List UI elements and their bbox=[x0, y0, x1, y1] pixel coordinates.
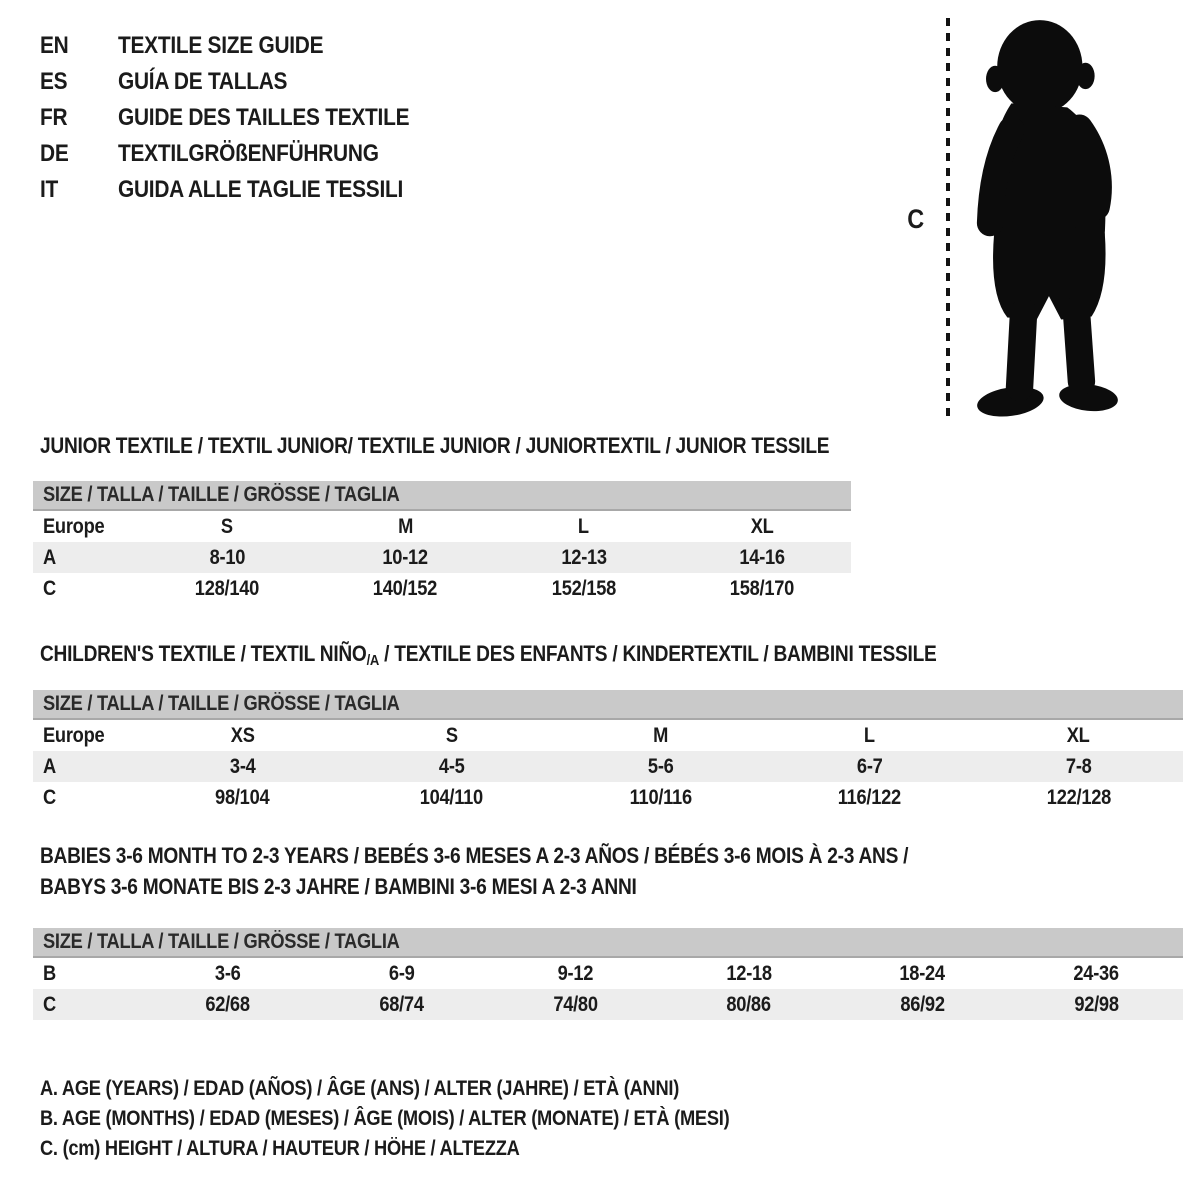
size-header-bar bbox=[33, 690, 1183, 720]
cell-text: 80/86 bbox=[726, 992, 772, 1016]
children-section-title bbox=[40, 641, 1070, 669]
babies-size-table bbox=[33, 928, 1183, 1020]
row-label-text: B bbox=[43, 961, 56, 985]
table-cell bbox=[1009, 993, 1183, 1017]
row-label bbox=[33, 577, 138, 601]
cell-text: 116/122 bbox=[837, 785, 902, 809]
table-cell bbox=[316, 546, 494, 570]
legend-text: A. AGE (YEARS) / EDAD (AÑOS) / ÂGE (ANS) / ALTER (JAHRE) / ETÀ (ANNI) bbox=[40, 1077, 680, 1100]
size-header-text: SIZE / TALLA / TAILLE / GRÖSSE / TAGLIA bbox=[43, 692, 400, 715]
junior-section-title-text: JUNIOR TEXTILE / TEXTIL JUNIOR/ TEXTILE JUNIOR / JUNIORTEXTIL / JUNIOR TESSILE bbox=[40, 433, 830, 458]
junior-size-table bbox=[33, 481, 851, 604]
language-label: GUÍA DE TALLAS bbox=[118, 68, 288, 95]
cell-text: 4-5 bbox=[438, 754, 465, 778]
table-cell bbox=[974, 755, 1183, 779]
language-code-text: EN bbox=[40, 32, 69, 59]
cell-text: 3-6 bbox=[215, 961, 241, 985]
table-cell bbox=[836, 962, 1010, 986]
language-row-it bbox=[40, 172, 453, 208]
language-code-text: ES bbox=[40, 68, 68, 95]
cell-text: 68/74 bbox=[379, 992, 424, 1016]
row-label bbox=[33, 786, 138, 810]
cell-text: XS bbox=[230, 723, 255, 747]
language-code bbox=[40, 32, 118, 60]
table-cell bbox=[662, 962, 836, 986]
row-label bbox=[33, 724, 138, 748]
language-label: GUIDA ALLE TAGLIE TESSILI bbox=[118, 176, 404, 203]
cell-text: 10-12 bbox=[382, 545, 429, 569]
cell-text: 24-36 bbox=[1073, 961, 1119, 985]
cell-text: S bbox=[445, 723, 458, 747]
legend-line-c bbox=[40, 1134, 832, 1164]
table-cell bbox=[673, 515, 851, 539]
cell-text: 6-7 bbox=[856, 754, 883, 778]
cell-text: 92/98 bbox=[1073, 992, 1119, 1016]
height-dashed-line bbox=[946, 18, 950, 416]
cell-text: M bbox=[653, 723, 668, 747]
language-code bbox=[40, 68, 118, 96]
size-header-bar bbox=[33, 928, 1183, 958]
children-section-title-text: CHILDREN'S TEXTILE / TEXTIL $NIÑO_{/A}$ / TEXTILE DES ENFANTS / KINDERTEXTIL / BAMBINI TESSILE bbox=[40, 641, 937, 669]
language-row-en bbox=[40, 28, 453, 64]
legend-line-b bbox=[40, 1104, 832, 1134]
children-size-table bbox=[33, 690, 1183, 813]
title-subscript: /A bbox=[366, 652, 380, 669]
row-label-text: C bbox=[43, 576, 56, 600]
table-cell bbox=[673, 546, 851, 570]
cell-text: 86/92 bbox=[900, 992, 945, 1016]
cell-text: 12-18 bbox=[726, 961, 772, 985]
height-marker-label bbox=[906, 204, 925, 235]
table-row-age-months bbox=[33, 958, 1183, 989]
babies-section-title-line1 bbox=[40, 843, 1038, 869]
cell-text: 152/158 bbox=[551, 576, 616, 600]
table-cell bbox=[556, 786, 765, 810]
table-row-europe bbox=[33, 720, 1183, 751]
language-row-es bbox=[40, 64, 453, 100]
babies-section-title-line2 bbox=[40, 874, 726, 900]
row-label bbox=[33, 515, 138, 539]
cell-text: 104/110 bbox=[419, 785, 484, 809]
cell-text: 14-16 bbox=[739, 545, 785, 569]
row-label bbox=[33, 993, 141, 1017]
size-header-text: SIZE / TALLA / TAILLE / GRÖSSE / TAGLIA bbox=[43, 930, 400, 953]
cell-text: 110/116 bbox=[629, 785, 692, 809]
babies-title-text-line1: BABIES 3-6 MONTH TO 2-3 YEARS / BEBÉS 3-6 MESES A 2-3 AÑOS / BÉBÉS 3-6 MOIS À 2-3 ANS / bbox=[40, 843, 909, 868]
row-label-text: A bbox=[43, 754, 56, 778]
language-label: TEXTILE SIZE GUIDE bbox=[118, 32, 324, 59]
language-code-text: FR bbox=[40, 104, 68, 131]
table-cell bbox=[141, 993, 315, 1017]
table-cell bbox=[138, 786, 347, 810]
cell-text: XL bbox=[750, 514, 774, 538]
measurement-legend bbox=[40, 1074, 832, 1164]
cell-text: 12-13 bbox=[560, 545, 607, 569]
table-cell bbox=[347, 724, 556, 748]
row-label bbox=[33, 755, 138, 779]
table-cell bbox=[138, 724, 347, 748]
cell-text: 9-12 bbox=[557, 961, 593, 985]
table-cell bbox=[488, 962, 662, 986]
legend-line-a bbox=[40, 1074, 832, 1104]
table-cell bbox=[138, 577, 316, 601]
cell-text: 7-8 bbox=[1065, 754, 1092, 778]
language-row-fr bbox=[40, 100, 453, 136]
babies-title-text-line2: BABYS 3-6 MONATE BIS 2-3 JAHRE / BAMBINI 3-6 MESI A 2-3 ANNI bbox=[40, 874, 637, 899]
language-label: TEXTILGRÖßENFÜHRUNG bbox=[118, 140, 379, 167]
cell-text: 98/104 bbox=[215, 785, 270, 809]
table-cell bbox=[765, 755, 974, 779]
cell-text: 3-4 bbox=[229, 754, 256, 778]
table-cell bbox=[495, 515, 673, 539]
row-label-text: C bbox=[43, 785, 56, 809]
height-marker-text: C bbox=[907, 204, 924, 234]
language-code-text: DE bbox=[40, 140, 69, 167]
language-row-de bbox=[40, 136, 453, 172]
table-cell bbox=[347, 755, 556, 779]
table-cell bbox=[488, 993, 662, 1017]
table-cell bbox=[138, 755, 347, 779]
language-code bbox=[40, 140, 118, 168]
table-row-height-cm bbox=[33, 782, 1183, 813]
legend-text: C. (cm) HEIGHT / ALTURA / HAUTEUR / HÖHE / ALTEZZA bbox=[40, 1137, 520, 1160]
size-header-bar bbox=[33, 481, 851, 511]
table-cell bbox=[836, 993, 1010, 1017]
table-cell bbox=[974, 786, 1183, 810]
cell-text: 128/140 bbox=[195, 576, 260, 600]
cell-text: 8-10 bbox=[209, 545, 245, 569]
row-label bbox=[33, 962, 141, 986]
cell-text: 6-9 bbox=[388, 961, 415, 985]
table-row-age-years bbox=[33, 751, 1183, 782]
table-cell bbox=[315, 962, 489, 986]
row-label-text: Europe bbox=[43, 723, 105, 747]
cell-text: 122/128 bbox=[1046, 785, 1111, 809]
junior-section-title bbox=[40, 433, 947, 459]
table-cell bbox=[138, 515, 316, 539]
table-cell bbox=[556, 755, 765, 779]
table-row-age-years bbox=[33, 542, 851, 573]
cell-text: L bbox=[864, 723, 875, 747]
cell-text: 140/152 bbox=[373, 576, 438, 600]
cell-text: 158/170 bbox=[729, 576, 794, 600]
cell-text: 18-24 bbox=[899, 961, 946, 985]
cell-text: M bbox=[397, 514, 413, 538]
table-cell bbox=[315, 993, 489, 1017]
language-code bbox=[40, 104, 118, 132]
cell-text: 62/68 bbox=[205, 992, 251, 1016]
table-cell bbox=[974, 724, 1183, 748]
language-list bbox=[40, 28, 453, 208]
table-cell bbox=[347, 786, 556, 810]
toddler-silhouette-icon bbox=[963, 14, 1141, 420]
table-cell bbox=[316, 577, 494, 601]
cell-text: 74/80 bbox=[552, 992, 598, 1016]
row-label-text: C bbox=[43, 992, 56, 1016]
table-cell bbox=[765, 724, 974, 748]
cell-text: XL bbox=[1067, 723, 1090, 747]
legend-text: B. AGE (MONTHS) / EDAD (MESES) / ÂGE (MOIS) / ALTER (MONATE) / ETÀ (MESI) bbox=[40, 1107, 730, 1130]
table-cell bbox=[765, 786, 974, 810]
table-cell bbox=[141, 962, 315, 986]
cell-text: 5-6 bbox=[647, 754, 674, 778]
table-cell bbox=[495, 546, 673, 570]
table-cell bbox=[316, 515, 494, 539]
cell-text: S bbox=[221, 514, 234, 538]
table-cell bbox=[662, 993, 836, 1017]
size-header-text: SIZE / TALLA / TAILLE / GRÖSSE / TAGLIA bbox=[43, 483, 400, 506]
cell-text: L bbox=[578, 514, 590, 538]
table-cell bbox=[673, 577, 851, 601]
row-label-text: Europe bbox=[43, 514, 105, 538]
language-code bbox=[40, 176, 118, 204]
table-row-height-cm bbox=[33, 989, 1183, 1020]
table-row-height-cm bbox=[33, 573, 851, 604]
row-label-text: A bbox=[43, 545, 56, 569]
table-cell bbox=[138, 546, 316, 570]
table-cell bbox=[556, 724, 765, 748]
table-row-europe bbox=[33, 511, 851, 542]
table-cell bbox=[1009, 962, 1183, 986]
table-cell bbox=[495, 577, 673, 601]
language-code-text: IT bbox=[40, 176, 59, 203]
language-label: GUIDE DES TAILLES TEXTILE bbox=[118, 104, 410, 131]
row-label bbox=[33, 546, 138, 570]
